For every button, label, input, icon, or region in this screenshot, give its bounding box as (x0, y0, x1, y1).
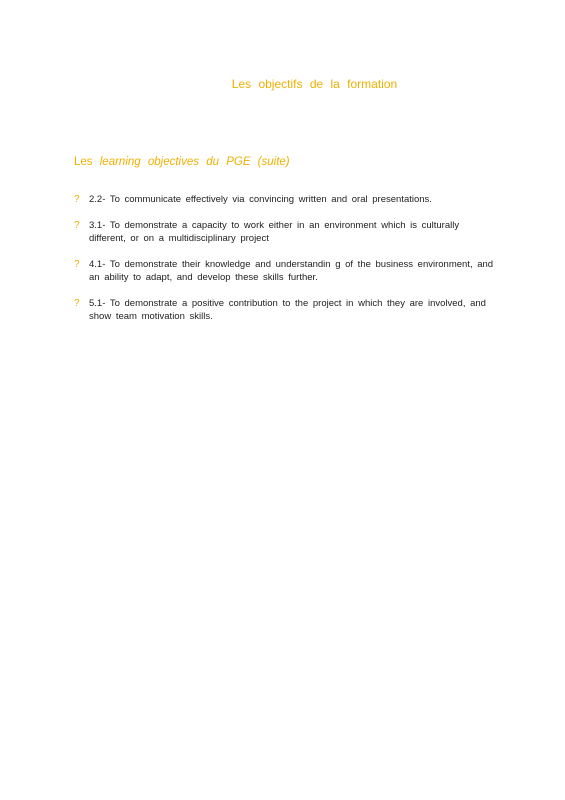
list-item (74, 297, 494, 323)
list-item-text: 4.1- To demonstrate their knowledge and understandin g of the business environment, and an ability to adapt, and develop these skills further. (89, 259, 494, 283)
section-heading-prefix: Les (74, 156, 93, 168)
list-item-text: 2.2- To communicate effectively via convincing written and oral presentations. (89, 194, 432, 205)
section-heading-suffix: du PGE (suite) (206, 156, 290, 168)
question-mark-icon: ? (74, 194, 80, 205)
question-mark-icon: ? (74, 259, 80, 270)
list-item (74, 219, 494, 245)
list-item-text: 3.1- To demonstrate a capacity to work either in an environment which is culturally different, or on a multidisciplinary project (89, 220, 460, 244)
page-title: Les objectifs de la formation (231, 77, 398, 91)
section-heading-italic: learning objectives (99, 156, 200, 168)
question-mark-icon: ? (74, 220, 80, 231)
list-item-text: 5.1- To demonstrate a positive contribution to the project in which they are involved, and show team motivation skills. (89, 298, 486, 322)
list-item (74, 258, 494, 284)
objectives-list (74, 193, 494, 336)
section-heading (74, 156, 290, 168)
question-mark-icon: ? (74, 298, 80, 309)
list-item (74, 193, 494, 206)
